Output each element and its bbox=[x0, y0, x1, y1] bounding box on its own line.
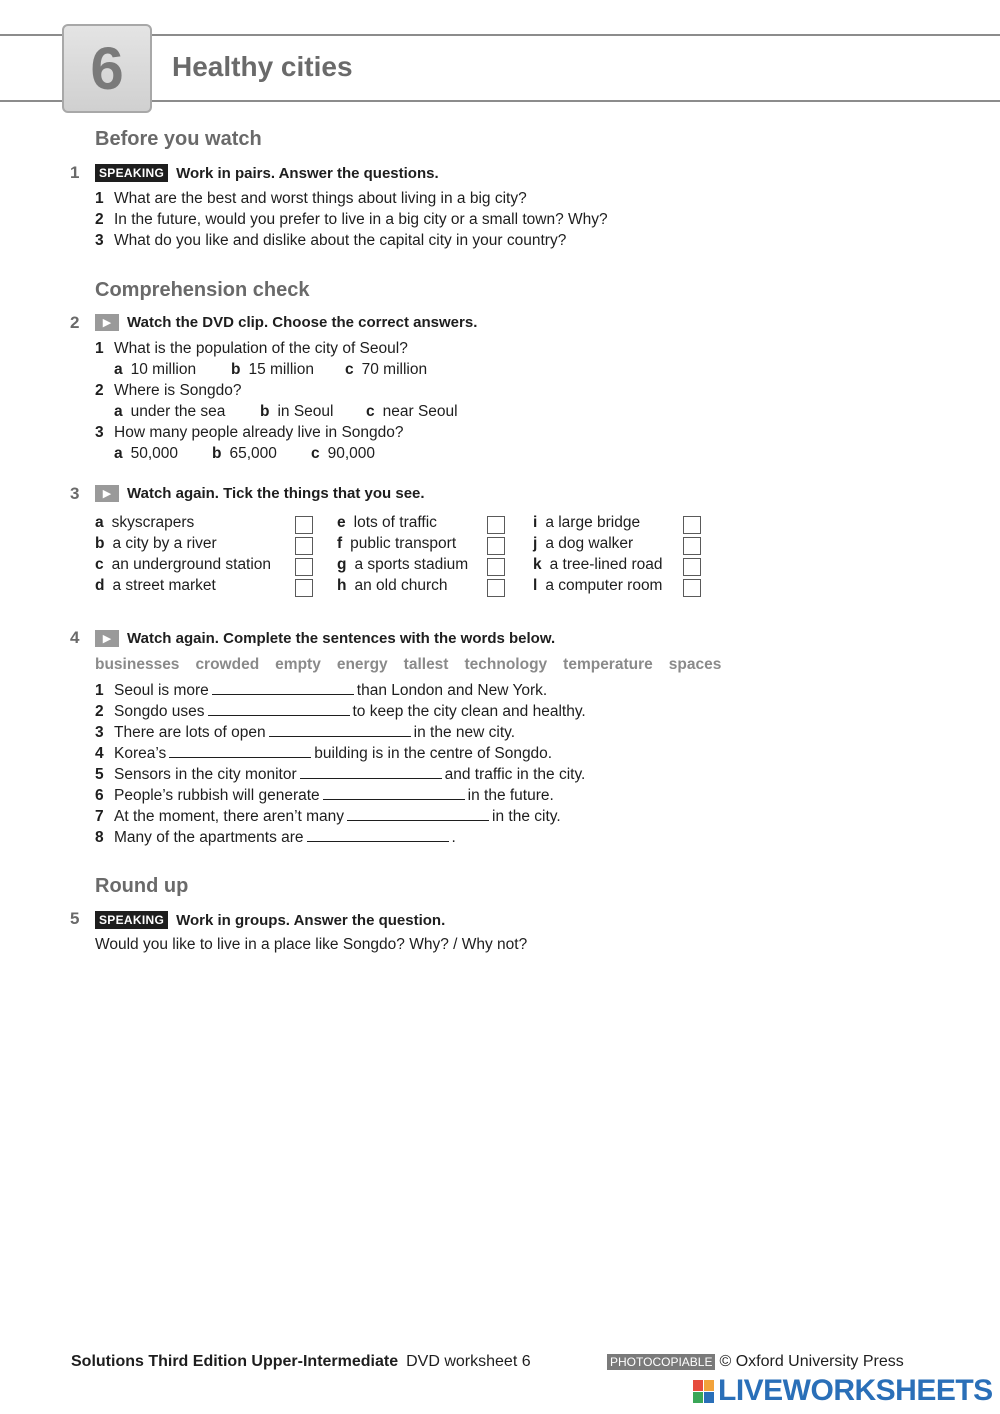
photocopiable-badge: PHOTOCOPIABLE bbox=[607, 1354, 715, 1370]
answer-option[interactable]: c near Seoul bbox=[366, 403, 458, 420]
question: Would you like to live in a place like Songdo? Why? / Why not? bbox=[95, 936, 528, 953]
gap-fill-sentence: 1 Seoul is more than London and New York. bbox=[95, 682, 548, 699]
gap-fill-sentence: 7 At the moment, there aren’t many in the city. bbox=[95, 808, 561, 825]
gap-fill-sentence: 4 Korea’s building is in the centre of Songdo. bbox=[95, 745, 553, 762]
tick-checkbox[interactable] bbox=[683, 558, 701, 576]
question: 1 What is the population of the city of Seoul? bbox=[95, 340, 408, 357]
gap-fill-sentence: 3 There are lots of open in the new city. bbox=[95, 724, 516, 741]
question: 2 In the future, would you prefer to live in a big city or a small town? Why? bbox=[95, 211, 608, 228]
tick-item-label: k a tree-lined road bbox=[533, 556, 663, 573]
section-title-comprehension: Comprehension check bbox=[95, 279, 310, 301]
tick-item-label: b a city by a river bbox=[95, 535, 217, 552]
answer-blank[interactable] bbox=[347, 807, 489, 821]
exercise-number: 4 bbox=[70, 628, 80, 647]
word-bank-word: energy bbox=[336, 656, 388, 673]
tick-item-label: h an old church bbox=[337, 577, 448, 594]
exercise-instruction bbox=[95, 630, 555, 647]
exercise-instruction bbox=[95, 164, 439, 182]
word-bank bbox=[95, 656, 721, 674]
tick-checkbox[interactable] bbox=[295, 579, 313, 597]
answer-blank[interactable] bbox=[323, 786, 465, 800]
answer-option[interactable]: c 90,000 bbox=[311, 445, 376, 462]
instruction-text: Watch again. Complete the sentences with the words below. bbox=[127, 630, 556, 647]
exercise-instruction bbox=[95, 911, 445, 929]
tick-item-label: j a dog walker bbox=[533, 535, 634, 552]
tick-checkbox[interactable] bbox=[295, 537, 313, 555]
exercise-number: 1 bbox=[70, 163, 80, 182]
answer-option[interactable]: a under the sea bbox=[114, 403, 226, 420]
answer-blank[interactable] bbox=[300, 765, 442, 779]
exercise-instruction bbox=[95, 314, 477, 331]
footer-book-info bbox=[71, 1353, 531, 1371]
tick-checkbox[interactable] bbox=[487, 579, 505, 597]
tick-checkbox[interactable] bbox=[487, 537, 505, 555]
word-bank-word: spaces bbox=[668, 656, 722, 673]
tick-checkbox[interactable] bbox=[487, 558, 505, 576]
question: 3 How many people already live in Songdo? bbox=[95, 424, 404, 441]
answer-blank[interactable] bbox=[212, 681, 354, 695]
gap-fill-sentence: 8 Many of the apartments are . bbox=[95, 829, 456, 846]
tick-checkbox[interactable] bbox=[683, 579, 701, 597]
tick-item-label: l a computer room bbox=[533, 577, 663, 594]
answer-option[interactable]: b in Seoul bbox=[260, 403, 334, 420]
instruction-text: Work in groups. Answer the question. bbox=[176, 911, 446, 929]
section-title-before: Before you watch bbox=[95, 128, 262, 150]
exercise-number: 3 bbox=[70, 484, 80, 503]
tick-item-label: a skyscrapers bbox=[95, 514, 195, 531]
tick-item-label: e lots of traffic bbox=[337, 514, 437, 531]
answer-blank[interactable] bbox=[307, 828, 449, 842]
answer-option[interactable]: b 65,000 bbox=[212, 445, 277, 462]
question: 3 What do you like and dislike about the capital city in your country? bbox=[95, 232, 567, 249]
book-title: Solutions Third Edition Upper-Intermediate bbox=[71, 1353, 399, 1370]
gap-fill-sentence: 5 Sensors in the city monitor and traffic in the city. bbox=[95, 766, 586, 783]
tick-checkbox[interactable] bbox=[295, 558, 313, 576]
tick-item-label: i a large bridge bbox=[533, 514, 641, 531]
word-bank-word: tallest bbox=[403, 656, 449, 673]
question: 2 Where is Songdo? bbox=[95, 382, 242, 399]
liveworksheets-icon bbox=[693, 1380, 714, 1403]
answer-blank[interactable] bbox=[269, 723, 411, 737]
instruction-text: Work in pairs. Answer the questions. bbox=[176, 164, 439, 182]
tick-item-label: f public transport bbox=[337, 535, 457, 552]
tick-item-label: d a street market bbox=[95, 577, 216, 594]
unit-number: 6 bbox=[90, 35, 124, 102]
gap-fill-sentence: 6 People’s rubbish will generate in the future. bbox=[95, 787, 554, 804]
answer-option[interactable]: a 10 million bbox=[114, 361, 197, 378]
answer-option[interactable]: c 70 million bbox=[345, 361, 428, 378]
word-bank-word: temperature bbox=[563, 656, 653, 673]
word-bank-word: empty bbox=[275, 656, 321, 673]
footer-copyright bbox=[607, 1353, 904, 1371]
exercise-instruction bbox=[95, 485, 425, 502]
liveworksheets-logo[interactable] bbox=[693, 1374, 993, 1408]
speaking-badge: SPEAKING bbox=[95, 911, 168, 929]
word-bank-word: technology bbox=[464, 656, 548, 673]
answer-blank[interactable] bbox=[169, 744, 311, 758]
word-bank-word: businesses bbox=[95, 656, 180, 673]
instruction-text: Watch again. Tick the things that you see. bbox=[127, 485, 425, 502]
answer-option[interactable]: b 15 million bbox=[231, 361, 314, 378]
tick-checkbox[interactable] bbox=[487, 516, 505, 534]
worksheet-label: DVD worksheet 6 bbox=[406, 1353, 531, 1370]
answer-option[interactable]: a 50,000 bbox=[114, 445, 179, 462]
tick-checkbox[interactable] bbox=[683, 516, 701, 534]
question: 1 What are the best and worst things about living in a big city? bbox=[95, 190, 527, 207]
speaking-badge: SPEAKING bbox=[95, 164, 168, 182]
page-title: Healthy cities bbox=[172, 51, 353, 82]
exercise-number: 2 bbox=[70, 313, 80, 332]
play-icon: ▶ bbox=[95, 314, 119, 331]
answer-blank[interactable] bbox=[208, 702, 350, 716]
play-icon: ▶ bbox=[95, 630, 119, 647]
tick-checkbox[interactable] bbox=[295, 516, 313, 534]
play-icon: ▶ bbox=[95, 485, 119, 502]
exercise-number: 5 bbox=[70, 909, 80, 928]
gap-fill-sentence: 2 Songdo uses to keep the city clean and healthy. bbox=[95, 703, 586, 720]
tick-item-label: c an underground station bbox=[95, 556, 272, 573]
instruction-text: Watch the DVD clip. Choose the correct answers. bbox=[127, 314, 478, 331]
word-bank-word: crowded bbox=[195, 656, 260, 673]
section-title-round-up: Round up bbox=[95, 875, 189, 897]
tick-item-label: g a sports stadium bbox=[337, 556, 469, 573]
unit-number-box bbox=[62, 24, 152, 113]
tick-checkbox[interactable] bbox=[683, 537, 701, 555]
copyright-text: © Oxford University Press bbox=[719, 1353, 904, 1370]
brand-wordmark: LIVEWORKSHEETS bbox=[718, 1374, 993, 1407]
